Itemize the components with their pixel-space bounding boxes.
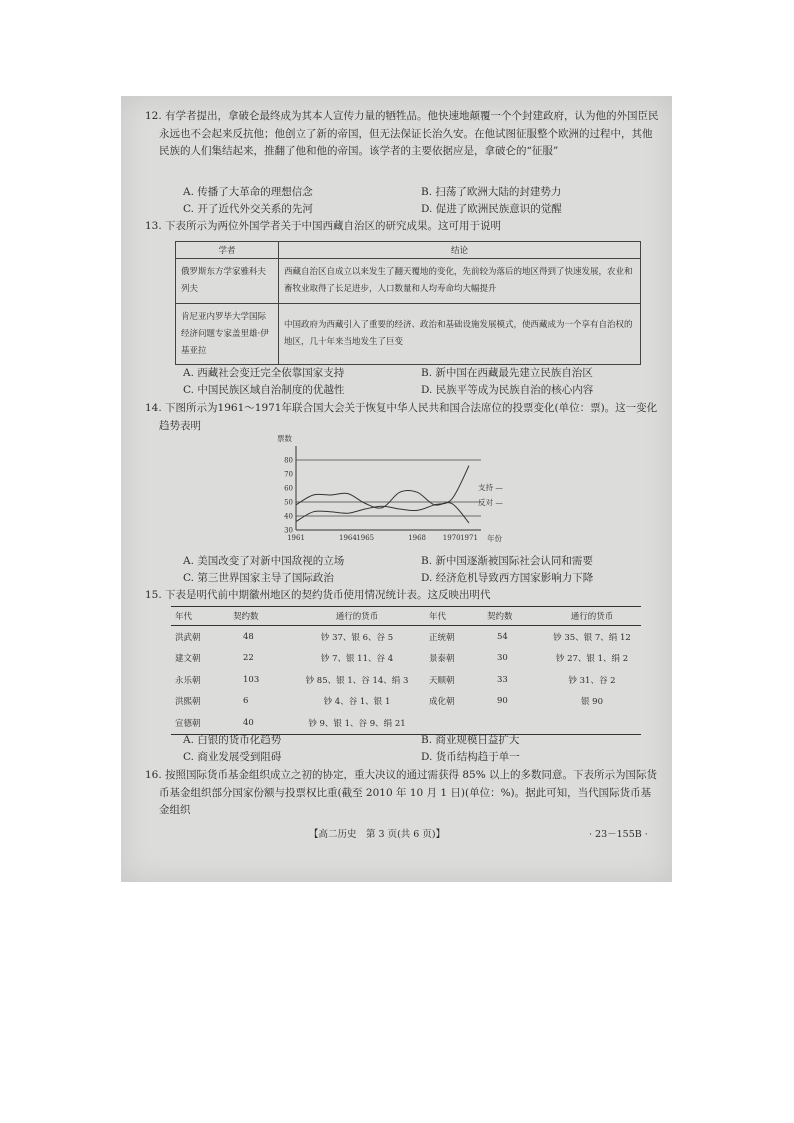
- y-tick-label: 30: [284, 526, 293, 535]
- vote-line-chart: [271, 432, 521, 544]
- question-16-text: 16. 按照国际货币基金组织成立之初的协定，重大决议的通过需获得 85% 以上的多数同意。下表所示为国际货币基金组织部分国家份额与投票权比重(截至 2010 年 10 月 1 日)(单位：%)。据此可知，当代国际货币基金组织: [145, 769, 658, 816]
- table-cell: 成化朝: [429, 697, 455, 708]
- y-tick-label: 40: [284, 512, 293, 521]
- table-cell: [543, 712, 641, 734]
- table-cell: 钞 35、银 7、绢 12: [553, 632, 631, 643]
- question-15-text: 15. 下表是明代前中期徽州地区的契约货币使用情况统计表。这反映出明代: [145, 589, 491, 601]
- q14-option-b: B. 新中国逐渐被国际社会认同和需要: [421, 555, 593, 567]
- q13-option-a: A. 西藏社会变迁完全依靠国家支持: [183, 367, 345, 379]
- table-cell: 48: [243, 631, 254, 642]
- table-cell: 正统朝: [429, 632, 455, 643]
- scholar-cell: 俄罗斯东方学家雅科夫列夫: [176, 259, 279, 304]
- table-cell: 洪武朝: [175, 632, 201, 643]
- question-16: [145, 767, 661, 820]
- table-header: 契约数: [229, 607, 289, 626]
- table-row: [176, 304, 641, 365]
- table-cell: 30: [497, 653, 508, 664]
- q14-option-d: D. 经济危机导致西方国家影响力下降: [421, 572, 594, 584]
- question-12: [145, 108, 661, 161]
- question-13: [145, 218, 665, 236]
- q13-option-c: C. 中国民族区域自治制度的优越性: [183, 384, 345, 396]
- table-cell: 钞 31、谷 2: [568, 675, 616, 686]
- q13-option-b: B. 新中国在西藏最先建立民族自治区: [421, 367, 593, 379]
- q12-option-b: B. 扫荡了欧洲大陆的封建势力: [421, 186, 562, 198]
- exam-sheet: [121, 96, 672, 882]
- table-header: 契约数: [483, 607, 543, 626]
- table-header-row: [171, 607, 641, 626]
- table-cell: 40: [229, 712, 289, 734]
- table-row: [171, 626, 641, 648]
- question-14: [145, 400, 661, 435]
- table-cell: 建文朝: [175, 654, 201, 665]
- conclusion-cell: 西藏自治区自成立以来发生了翻天覆地的变化，先前较为落后的地区得到了快速发展，农业和畜牧业取得了长足进步，人口数量和人均寿命均大幅提升: [279, 259, 641, 304]
- y-tick-label: 60: [284, 484, 293, 493]
- q15-option-a: A. 白银的货币化趋势: [183, 734, 282, 746]
- question-13-text: 13. 下表所示为两位外国学者关于中国西藏自治区的研究成果。这可用于说明: [145, 220, 502, 232]
- table-cell: 钞 37、银 6、谷 5: [320, 632, 394, 643]
- table-row: [171, 691, 641, 713]
- table-cell: 永乐朝: [175, 675, 201, 686]
- q12-option-d: D. 促进了欧洲民族意识的觉醒: [421, 203, 562, 215]
- series-line-oppose: [296, 490, 469, 523]
- table-row: [171, 669, 641, 691]
- y-tick-label: 70: [284, 470, 293, 479]
- x-tick-label: 1970: [442, 534, 461, 542]
- table-header: 学者: [176, 242, 279, 259]
- table-cell: 钞 85、银 1、谷 14、绢 3: [305, 675, 409, 686]
- x-tick-label: 1961: [287, 534, 305, 542]
- conclusion-cell: 中国政府为西藏引入了重要的经济、政治和基础设施发展模式，使西藏成为一个享有自治权的地区，几十年来当地发生了巨变: [279, 304, 641, 365]
- table-row: [176, 259, 641, 304]
- table-cell: 33: [497, 674, 508, 685]
- table-header: 年代: [171, 607, 229, 626]
- table-cell: 54: [497, 631, 508, 642]
- y-tick-label: 50: [284, 498, 293, 507]
- y-axis-label: 票数: [277, 434, 292, 443]
- question-14-text: 14. 下图所示为1961～1971年联合国大会关于恢复中华人民共和国合法席位的投票变化(单位：票)。这一变化趋势表明: [145, 402, 658, 432]
- q13-option-d: D. 民族平等成为民族自治的核心内容: [421, 384, 594, 396]
- q13-table: [175, 241, 641, 365]
- table-cell: 钞 7、银 11、谷 4: [320, 654, 394, 665]
- x-tick-label: 1971: [460, 534, 478, 542]
- series-line-support: [296, 466, 469, 522]
- table-cell: 90: [497, 696, 508, 707]
- y-tick-label: 80: [284, 456, 293, 465]
- table-cell: 银 90: [580, 697, 604, 708]
- legend-oppose: 反对 —: [478, 498, 503, 507]
- question-15: [145, 587, 665, 605]
- scholar-cell: 肯尼亚内罗毕大学国际经济问题专家盖里雄·伊基亚拉: [176, 304, 279, 365]
- q15-option-c: C. 商业发展受到阻碍: [183, 751, 282, 763]
- legend-support: 支持 —: [478, 483, 503, 492]
- x-tick-label: 1964: [338, 534, 357, 542]
- q15-table-body: [171, 626, 641, 735]
- q12-option-c: C. 开了近代外交关系的先河: [183, 203, 313, 215]
- table-header: 年代: [425, 607, 483, 626]
- table-cell: 103: [243, 674, 260, 685]
- table-header: 结论: [279, 242, 641, 259]
- table-header-row: [176, 242, 641, 259]
- q14-option-a: A. 美国改变了对新中国敌视的立场: [183, 555, 345, 567]
- table-row: [171, 648, 641, 670]
- q15-option-d: D. 货币结构趋于单一: [421, 751, 520, 763]
- table-cell: 洪熙朝: [175, 697, 201, 708]
- q12-option-a: A. 传播了大革命的理想信念: [183, 186, 313, 198]
- table-cell: 景泰朝: [429, 654, 455, 665]
- table-cell: [483, 712, 543, 734]
- page-footer-right: · 23－155B ·: [589, 829, 648, 840]
- table-cell: 6: [243, 696, 249, 707]
- question-12-text: 12. 有学者提出，拿破仑最终成为其本人宣传力量的牺牲品。他快速地颠覆一个个封建政府，认为他的外国臣民永远也不会起来反抗他；他创立了新的帝国，但无法保证长治久安。在他试图征服整个欧洲的过程中，其他民族的人们集结起来，推翻了他和他的帝国。该学者的主要依据应是，拿破仑的“征服”: [145, 110, 659, 157]
- table-cell: 钞 9、银 1、谷 9、绢 21: [289, 712, 425, 734]
- table-cell: 22: [243, 653, 254, 664]
- table-cell: [425, 712, 483, 734]
- page-footer-center: 【高二历史 第 3 页(共 6 页)】: [309, 829, 446, 840]
- x-axis-label: 年份: [487, 534, 502, 543]
- x-tick-label: 1968: [408, 534, 427, 542]
- table-row: [171, 712, 641, 734]
- table-cell: 宣德朝: [171, 712, 229, 734]
- table-header: 通行的货币: [289, 607, 425, 626]
- table-cell: 钞 4、谷 1、银 1: [323, 697, 391, 708]
- table-header: 通行的货币: [543, 607, 641, 626]
- table-cell: 天顺朝: [429, 675, 455, 686]
- q15-option-b: B. 商业规模日益扩大: [421, 734, 520, 746]
- x-tick-label: 1965: [356, 534, 375, 542]
- q14-option-c: C. 第三世界国家主导了国际政治: [183, 572, 334, 584]
- table-cell: 钞 27、银 1、绢 2: [555, 654, 629, 665]
- q15-table: [171, 606, 641, 735]
